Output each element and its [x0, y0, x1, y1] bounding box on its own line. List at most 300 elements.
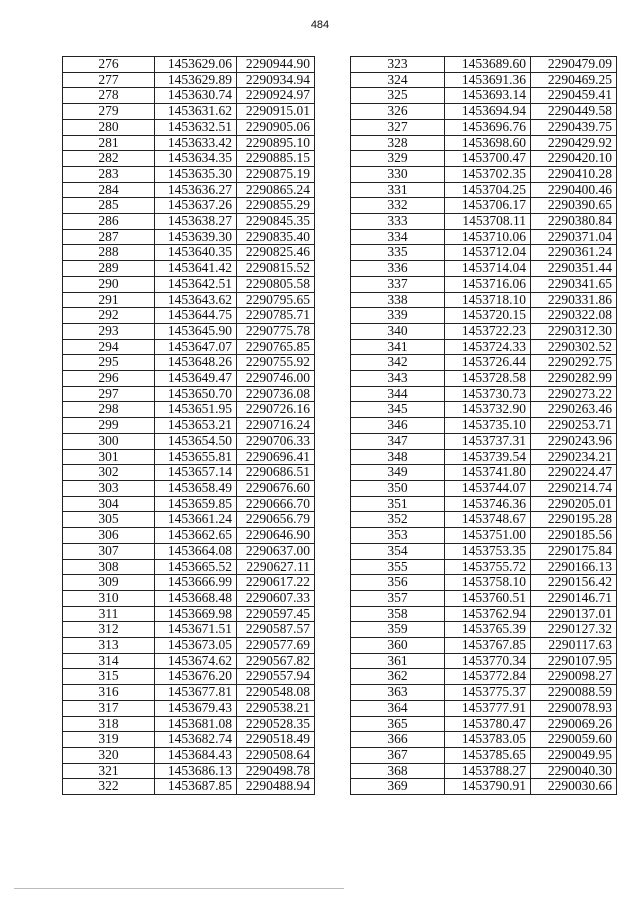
point-number-cell: 358 [351, 606, 445, 622]
y-coordinate-cell: 2290312.30 [531, 323, 617, 339]
table-row [63, 418, 315, 434]
point-number-cell: 304 [63, 496, 155, 512]
table-row [351, 166, 617, 182]
y-coordinate-cell: 2290156.42 [531, 575, 617, 591]
table-row [63, 449, 315, 465]
y-coordinate-cell: 2290528.35 [237, 716, 315, 732]
point-number-cell: 363 [351, 685, 445, 701]
y-coordinate-cell: 2290439.75 [531, 119, 617, 135]
table-row [63, 88, 315, 104]
point-number-cell: 345 [351, 402, 445, 418]
table-row [63, 72, 315, 88]
y-coordinate-cell: 2290292.75 [531, 355, 617, 371]
table-row [351, 763, 617, 779]
x-coordinate-cell: 1453676.20 [155, 669, 237, 685]
y-coordinate-cell: 2290666.70 [237, 496, 315, 512]
y-coordinate-cell: 2290175.84 [531, 543, 617, 559]
table-row [63, 308, 315, 324]
x-coordinate-cell: 1453777.91 [445, 700, 531, 716]
x-coordinate-cell: 1453714.04 [445, 261, 531, 277]
x-coordinate-cell: 1453658.49 [155, 480, 237, 496]
point-number-cell: 305 [63, 512, 155, 528]
x-coordinate-cell: 1453746.36 [445, 496, 531, 512]
y-coordinate-cell: 2290107.95 [531, 653, 617, 669]
point-number-cell: 323 [351, 57, 445, 73]
y-coordinate-cell: 2290371.04 [531, 229, 617, 245]
x-coordinate-cell: 1453767.85 [445, 638, 531, 654]
point-number-cell: 367 [351, 747, 445, 763]
point-number-cell: 303 [63, 480, 155, 496]
table-row [351, 732, 617, 748]
table-row [351, 323, 617, 339]
point-number-cell: 285 [63, 198, 155, 214]
table-row [63, 590, 315, 606]
x-coordinate-cell: 1453664.08 [155, 543, 237, 559]
point-number-cell: 341 [351, 339, 445, 355]
point-number-cell: 329 [351, 151, 445, 167]
y-coordinate-cell: 2290775.78 [237, 323, 315, 339]
point-number-cell: 335 [351, 245, 445, 261]
x-coordinate-cell: 1453679.43 [155, 700, 237, 716]
x-coordinate-cell: 1453649.47 [155, 371, 237, 387]
y-coordinate-cell: 2290805.58 [237, 276, 315, 292]
y-coordinate-cell: 2290030.66 [531, 779, 617, 795]
point-number-cell: 295 [63, 355, 155, 371]
point-number-cell: 327 [351, 119, 445, 135]
coordinate-table-left [62, 56, 315, 795]
table-row [351, 386, 617, 402]
table-row [63, 323, 315, 339]
y-coordinate-cell: 2290746.00 [237, 371, 315, 387]
point-number-cell: 337 [351, 276, 445, 292]
y-coordinate-cell: 2290282.99 [531, 371, 617, 387]
table-row [63, 198, 315, 214]
table-row [351, 622, 617, 638]
table-row [63, 151, 315, 167]
x-coordinate-cell: 1453634.35 [155, 151, 237, 167]
table-row [351, 198, 617, 214]
y-coordinate-cell: 2290686.51 [237, 465, 315, 481]
y-coordinate-cell: 2290706.33 [237, 433, 315, 449]
x-coordinate-cell: 1453669.98 [155, 606, 237, 622]
x-coordinate-cell: 1453650.70 [155, 386, 237, 402]
x-coordinate-cell: 1453639.30 [155, 229, 237, 245]
y-coordinate-cell: 2290069.26 [531, 716, 617, 732]
y-coordinate-cell: 2290538.21 [237, 700, 315, 716]
table-row [351, 151, 617, 167]
x-coordinate-cell: 1453637.26 [155, 198, 237, 214]
y-coordinate-cell: 2290137.01 [531, 606, 617, 622]
table-row [351, 543, 617, 559]
x-coordinate-cell: 1453775.37 [445, 685, 531, 701]
table-row [63, 465, 315, 481]
table-row [351, 339, 617, 355]
y-coordinate-cell: 2290617.22 [237, 575, 315, 591]
x-coordinate-cell: 1453645.90 [155, 323, 237, 339]
y-coordinate-cell: 2290459.41 [531, 88, 617, 104]
point-number-cell: 340 [351, 323, 445, 339]
x-coordinate-cell: 1453755.72 [445, 559, 531, 575]
y-coordinate-cell: 2290205.01 [531, 496, 617, 512]
point-number-cell: 364 [351, 700, 445, 716]
point-number-cell: 276 [63, 57, 155, 73]
point-number-cell: 348 [351, 449, 445, 465]
table-row [63, 559, 315, 575]
y-coordinate-cell: 2290059.60 [531, 732, 617, 748]
y-coordinate-cell: 2290825.46 [237, 245, 315, 261]
x-coordinate-cell: 1453691.36 [445, 72, 531, 88]
x-coordinate-cell: 1453765.39 [445, 622, 531, 638]
point-number-cell: 294 [63, 339, 155, 355]
x-coordinate-cell: 1453706.17 [445, 198, 531, 214]
x-coordinate-cell: 1453662.65 [155, 528, 237, 544]
y-coordinate-cell: 2290676.60 [237, 480, 315, 496]
point-number-cell: 311 [63, 606, 155, 622]
point-number-cell: 319 [63, 732, 155, 748]
x-coordinate-cell: 1453780.47 [445, 716, 531, 732]
table-row [351, 559, 617, 575]
point-number-cell: 300 [63, 433, 155, 449]
table-row [351, 449, 617, 465]
x-coordinate-cell: 1453629.06 [155, 57, 237, 73]
table-row [63, 575, 315, 591]
point-number-cell: 343 [351, 371, 445, 387]
x-coordinate-cell: 1453640.35 [155, 245, 237, 261]
table-row [351, 214, 617, 230]
table-row [63, 700, 315, 716]
point-number-cell: 309 [63, 575, 155, 591]
table-row [351, 88, 617, 104]
x-coordinate-cell: 1453720.15 [445, 308, 531, 324]
y-coordinate-cell: 2290795.65 [237, 292, 315, 308]
point-number-cell: 313 [63, 638, 155, 654]
x-coordinate-cell: 1453643.62 [155, 292, 237, 308]
x-coordinate-cell: 1453758.10 [445, 575, 531, 591]
table-row [63, 512, 315, 528]
point-number-cell: 347 [351, 433, 445, 449]
x-coordinate-cell: 1453732.90 [445, 402, 531, 418]
y-coordinate-cell: 2290656.79 [237, 512, 315, 528]
x-coordinate-cell: 1453712.04 [445, 245, 531, 261]
point-number-cell: 353 [351, 528, 445, 544]
table-row [351, 653, 617, 669]
point-number-cell: 302 [63, 465, 155, 481]
table-row [63, 528, 315, 544]
x-coordinate-cell: 1453689.60 [445, 57, 531, 73]
table-row [351, 276, 617, 292]
x-coordinate-cell: 1453648.26 [155, 355, 237, 371]
table-row [63, 433, 315, 449]
point-number-cell: 331 [351, 182, 445, 198]
y-coordinate-cell: 2290380.84 [531, 214, 617, 230]
point-number-cell: 283 [63, 166, 155, 182]
point-number-cell: 361 [351, 653, 445, 669]
table-row [351, 716, 617, 732]
x-coordinate-cell: 1453642.51 [155, 276, 237, 292]
x-coordinate-cell: 1453722.23 [445, 323, 531, 339]
table-row [63, 386, 315, 402]
table-row [63, 779, 315, 795]
x-coordinate-cell: 1453632.51 [155, 119, 237, 135]
y-coordinate-cell: 2290195.28 [531, 512, 617, 528]
x-coordinate-cell: 1453741.80 [445, 465, 531, 481]
point-number-cell: 349 [351, 465, 445, 481]
y-coordinate-cell: 2290557.94 [237, 669, 315, 685]
y-coordinate-cell: 2290302.52 [531, 339, 617, 355]
coordinate-table-right [350, 56, 617, 795]
point-number-cell: 297 [63, 386, 155, 402]
x-coordinate-cell: 1453785.65 [445, 747, 531, 763]
point-number-cell: 280 [63, 119, 155, 135]
point-number-cell: 332 [351, 198, 445, 214]
point-number-cell: 344 [351, 386, 445, 402]
y-coordinate-cell: 2290469.25 [531, 72, 617, 88]
x-coordinate-cell: 1453770.34 [445, 653, 531, 669]
x-coordinate-cell: 1453693.14 [445, 88, 531, 104]
point-number-cell: 315 [63, 669, 155, 685]
y-coordinate-cell: 2290518.49 [237, 732, 315, 748]
point-number-cell: 290 [63, 276, 155, 292]
y-coordinate-cell: 2290166.13 [531, 559, 617, 575]
y-coordinate-cell: 2290146.71 [531, 590, 617, 606]
point-number-cell: 291 [63, 292, 155, 308]
table-row [63, 669, 315, 685]
y-coordinate-cell: 2290390.65 [531, 198, 617, 214]
table-row [351, 72, 617, 88]
x-coordinate-cell: 1453638.27 [155, 214, 237, 230]
table-row [63, 606, 315, 622]
x-coordinate-cell: 1453681.08 [155, 716, 237, 732]
x-coordinate-cell: 1453633.42 [155, 135, 237, 151]
table-row [351, 779, 617, 795]
x-coordinate-cell: 1453668.48 [155, 590, 237, 606]
point-number-cell: 357 [351, 590, 445, 606]
point-number-cell: 330 [351, 166, 445, 182]
y-coordinate-cell: 2290400.46 [531, 182, 617, 198]
table-row [63, 622, 315, 638]
x-coordinate-cell: 1453671.51 [155, 622, 237, 638]
x-coordinate-cell: 1453718.10 [445, 292, 531, 308]
x-coordinate-cell: 1453753.35 [445, 543, 531, 559]
point-number-cell: 346 [351, 418, 445, 434]
table-row [63, 716, 315, 732]
y-coordinate-cell: 2290567.82 [237, 653, 315, 669]
y-coordinate-cell: 2290078.93 [531, 700, 617, 716]
y-coordinate-cell: 2290049.95 [531, 747, 617, 763]
point-number-cell: 324 [351, 72, 445, 88]
x-coordinate-cell: 1453677.81 [155, 685, 237, 701]
table-row [63, 292, 315, 308]
point-number-cell: 362 [351, 669, 445, 685]
x-coordinate-cell: 1453653.21 [155, 418, 237, 434]
y-coordinate-cell: 2290895.10 [237, 135, 315, 151]
point-number-cell: 301 [63, 449, 155, 465]
point-number-cell: 307 [63, 543, 155, 559]
coordinate-table-right-body [351, 57, 617, 795]
table-row [351, 638, 617, 654]
x-coordinate-cell: 1453635.30 [155, 166, 237, 182]
point-number-cell: 287 [63, 229, 155, 245]
y-coordinate-cell: 2290420.10 [531, 151, 617, 167]
point-number-cell: 355 [351, 559, 445, 575]
y-coordinate-cell: 2290185.56 [531, 528, 617, 544]
x-coordinate-cell: 1453702.35 [445, 166, 531, 182]
y-coordinate-cell: 2290726.16 [237, 402, 315, 418]
y-coordinate-cell: 2290785.71 [237, 308, 315, 324]
x-coordinate-cell: 1453659.85 [155, 496, 237, 512]
x-coordinate-cell: 1453661.24 [155, 512, 237, 528]
x-coordinate-cell: 1453657.14 [155, 465, 237, 481]
y-coordinate-cell: 2290765.85 [237, 339, 315, 355]
point-number-cell: 308 [63, 559, 155, 575]
point-number-cell: 322 [63, 779, 155, 795]
table-row [63, 119, 315, 135]
y-coordinate-cell: 2290449.58 [531, 104, 617, 120]
x-coordinate-cell: 1453704.25 [445, 182, 531, 198]
point-number-cell: 334 [351, 229, 445, 245]
table-row [63, 57, 315, 73]
y-coordinate-cell: 2290905.06 [237, 119, 315, 135]
y-coordinate-cell: 2290716.24 [237, 418, 315, 434]
x-coordinate-cell: 1453651.95 [155, 402, 237, 418]
x-coordinate-cell: 1453636.27 [155, 182, 237, 198]
table-row [351, 229, 617, 245]
table-row [63, 543, 315, 559]
point-number-cell: 321 [63, 763, 155, 779]
y-coordinate-cell: 2290646.90 [237, 528, 315, 544]
page-number: 484 [310, 19, 330, 31]
y-coordinate-cell: 2290117.63 [531, 638, 617, 654]
point-number-cell: 360 [351, 638, 445, 654]
table-row [63, 261, 315, 277]
y-coordinate-cell: 2290361.24 [531, 245, 617, 261]
x-coordinate-cell: 1453710.06 [445, 229, 531, 245]
table-row [63, 685, 315, 701]
y-coordinate-cell: 2290915.01 [237, 104, 315, 120]
x-coordinate-cell: 1453726.44 [445, 355, 531, 371]
point-number-cell: 317 [63, 700, 155, 716]
point-number-cell: 298 [63, 402, 155, 418]
x-coordinate-cell: 1453654.50 [155, 433, 237, 449]
point-number-cell: 365 [351, 716, 445, 732]
x-coordinate-cell: 1453641.42 [155, 261, 237, 277]
x-coordinate-cell: 1453647.07 [155, 339, 237, 355]
y-coordinate-cell: 2290479.09 [531, 57, 617, 73]
table-row [351, 57, 617, 73]
x-coordinate-cell: 1453629.89 [155, 72, 237, 88]
table-row [63, 214, 315, 230]
x-coordinate-cell: 1453666.99 [155, 575, 237, 591]
table-row [351, 465, 617, 481]
table-row [351, 182, 617, 198]
x-coordinate-cell: 1453728.58 [445, 371, 531, 387]
y-coordinate-cell: 2290577.69 [237, 638, 315, 654]
y-coordinate-cell: 2290736.08 [237, 386, 315, 402]
point-number-cell: 278 [63, 88, 155, 104]
x-coordinate-cell: 1453730.73 [445, 386, 531, 402]
y-coordinate-cell: 2290253.71 [531, 418, 617, 434]
table-row [351, 480, 617, 496]
table-row [63, 245, 315, 261]
y-coordinate-cell: 2290548.08 [237, 685, 315, 701]
bottom-divider [14, 888, 344, 889]
point-number-cell: 286 [63, 214, 155, 230]
table-row [63, 747, 315, 763]
table-row [351, 575, 617, 591]
point-number-cell: 342 [351, 355, 445, 371]
table-row [351, 292, 617, 308]
table-row [63, 355, 315, 371]
point-number-cell: 336 [351, 261, 445, 277]
x-coordinate-cell: 1453644.75 [155, 308, 237, 324]
table-row [351, 590, 617, 606]
y-coordinate-cell: 2290331.86 [531, 292, 617, 308]
table-row [63, 135, 315, 151]
table-row [63, 480, 315, 496]
table-row [351, 308, 617, 324]
x-coordinate-cell: 1453631.62 [155, 104, 237, 120]
x-coordinate-cell: 1453630.74 [155, 88, 237, 104]
point-number-cell: 281 [63, 135, 155, 151]
table-row [351, 747, 617, 763]
table-row [63, 653, 315, 669]
table-row [63, 166, 315, 182]
point-number-cell: 314 [63, 653, 155, 669]
point-number-cell: 296 [63, 371, 155, 387]
table-row [351, 685, 617, 701]
point-number-cell: 279 [63, 104, 155, 120]
point-number-cell: 277 [63, 72, 155, 88]
x-coordinate-cell: 1453748.67 [445, 512, 531, 528]
point-number-cell: 326 [351, 104, 445, 120]
y-coordinate-cell: 2290944.90 [237, 57, 315, 73]
table-row [63, 104, 315, 120]
table-row [63, 732, 315, 748]
x-coordinate-cell: 1453682.74 [155, 732, 237, 748]
table-row [63, 763, 315, 779]
point-number-cell: 352 [351, 512, 445, 528]
table-row [351, 433, 617, 449]
point-number-cell: 338 [351, 292, 445, 308]
table-row [351, 104, 617, 120]
table-row [63, 276, 315, 292]
y-coordinate-cell: 2290885.15 [237, 151, 315, 167]
x-coordinate-cell: 1453735.10 [445, 418, 531, 434]
y-coordinate-cell: 2290924.97 [237, 88, 315, 104]
x-coordinate-cell: 1453698.60 [445, 135, 531, 151]
point-number-cell: 284 [63, 182, 155, 198]
x-coordinate-cell: 1453684.43 [155, 747, 237, 763]
point-number-cell: 289 [63, 261, 155, 277]
point-number-cell: 282 [63, 151, 155, 167]
y-coordinate-cell: 2290637.00 [237, 543, 315, 559]
table-row [351, 700, 617, 716]
x-coordinate-cell: 1453708.11 [445, 214, 531, 230]
y-coordinate-cell: 2290508.64 [237, 747, 315, 763]
x-coordinate-cell: 1453687.85 [155, 779, 237, 795]
y-coordinate-cell: 2290214.74 [531, 480, 617, 496]
point-number-cell: 351 [351, 496, 445, 512]
y-coordinate-cell: 2290587.57 [237, 622, 315, 638]
y-coordinate-cell: 2290627.11 [237, 559, 315, 575]
y-coordinate-cell: 2290088.59 [531, 685, 617, 701]
x-coordinate-cell: 1453739.54 [445, 449, 531, 465]
y-coordinate-cell: 2290341.65 [531, 276, 617, 292]
x-coordinate-cell: 1453696.76 [445, 119, 531, 135]
y-coordinate-cell: 2290597.45 [237, 606, 315, 622]
x-coordinate-cell: 1453655.81 [155, 449, 237, 465]
y-coordinate-cell: 2290875.19 [237, 166, 315, 182]
